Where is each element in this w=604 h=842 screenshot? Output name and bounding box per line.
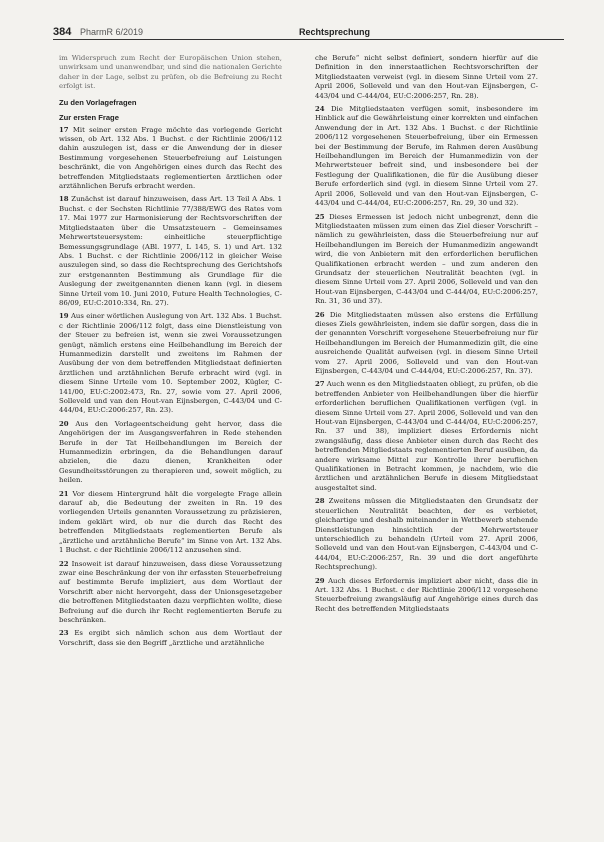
paragraph-number: 19 (59, 312, 69, 321)
paragraph-number: 27 (315, 380, 325, 389)
paragraph-text: Zunächst ist darauf hinzuweisen, dass Art. 13 Teil A Abs. 1 Buchst. c der Sechsten Richtlinie 77/388/EWG des Rates vom 17. Mai 1977 zur Harmonisierung der Rechtsvorschriften der Mitgliedstaaten über die Umsatzsteuern – Gemeinsames Mehrwertsteuersystem: einheitliche steuerpflichtige Bemessungsgrundlage (ABl. 1977, L 145, S. 1) und Art. 132 Abs. 1 Buchst. c der Richtlinie 2006/112 in gleicher Weise auszulegen sind, so dass die Rechtsprechung des Gerichtshofs zur erstgenannten Bestimmung als Grundlage für die Auslegung der zweitgenannten dienen kann (vgl. in diesem Sinne Urteil vom 10. Juni 2010, Future Health Technologies, C-86/09, EU:C:2010:334, Rn. 27). (59, 195, 282, 307)
paragraph-text: Insoweit ist darauf hinzuweisen, dass diese Voraussetzung zwar eine Beschränkung der von ihr erfassten Steuerbefreiung auf bestimmte Berufe impliziert, aus dem Wortlaut der Vorschrift aber nicht hervorgeht, dass der Unionsgesetzgeber die betroffenen Mitgliedstaaten dazu verpflichten wollte, diese Befreiung auf die durch ihr Recht reglementierten Berufe zu beschränken. (59, 559, 282, 624)
paragraph-number: 17 (59, 125, 69, 134)
paragraph-text: Auch dieses Erfordernis impliziert aber nicht, dass die in Art. 132 Abs. 1 Buchst. c der Richtlinie 2006/112 vorgesehene Steuerbefreiung zwangsläufig auf Angehörige eines durch das Recht des betreffenden Mitgliedstaats (315, 576, 538, 613)
paragraph-number: 26 (315, 310, 325, 319)
paragraph-text: Aus einer wörtlichen Auslegung von Art. 132 Abs. 1 Buchst. c der Richtlinie 2006/112 folgt, dass eine Dienstleistung von der Steuer zu befreien ist, wenn sie zwei Voraussetzungen genügt, nämlich erstens eine Heilbehandlung im Bereich der Humanmedizin darstellt und zweitens im Rahmen der Ausübung der von dem betreffenden Mitgliedstaat definierten ärztlichen und arztähnlichen Berufe erbracht wird (vgl. in diesem Sinne Urteile vom 10. September 2002, Kügler, C-141/00, EU:C:2002:473, Rn. 27, sowie vom 27. April 2006, Solleveld und van den Hout-van Eijnsbergen, C-443/04 und C-444/04, EU:C:2006:257, Rn. 23). (59, 312, 282, 415)
heading-vorlagefragen: Zu den Vorlagefragen (59, 97, 137, 107)
paragraph (315, 577, 538, 615)
section-title: Rechtsprechung (299, 27, 371, 37)
paragraph (315, 380, 538, 493)
paragraph (315, 105, 538, 208)
left-column (59, 54, 282, 652)
paragraph (59, 312, 282, 415)
paragraph-number: 22 (59, 559, 69, 568)
paragraph (315, 213, 538, 307)
paragraph-number: 25 (315, 212, 325, 221)
paragraph-text: Dieses Ermessen ist jedoch nicht unbegrenzt, denn die Mitgliedstaaten müssen zum einen das Ziel dieser Vorschrift – nämlich zu gewährleisten, dass die Steuerbefreiung nur auf Heilbehandlungen im Bereich der Humanmedizin angewandt wird, die von Anbietern mit den erforderlichen beruflichen Qualifikationen erbracht werden – und zum anderen den Grundsatz der steuerlichen Neutralität beachten (vgl. in diesem Sinne Urteil vom 27. April 2006, Solleveld und van den Hout-van Eijnsbergen, C-443/04 und C-444/04, EU:C:2006:257, Rn. 31, 36 und 37). (315, 212, 538, 306)
paragraph-number: 29 (315, 576, 325, 585)
paragraph-text: Mit seiner ersten Frage möchte das vorlegende Gericht wissen, ob Art. 132 Abs. 1 Buchst. c der Richtlinie 2006/112 dahin auszulegen ist, dass er die Anwendung der in dieser Bestimmung vorgesehenen Steuerbefreiung auf Leistungen beschränkt, die von Angehörigen eines durch das Recht des betreffenden Mitgliedstaats reglementierten ärztlichen oder arztähnlichen Berufs erbracht werden. (59, 125, 282, 191)
continuation-paragraph: che Berufe“ nicht selbst definiert, sondern hierfür auf die Definition in den innerstaatlichen Rechtsvorschriften der Mitgliedstaaten verweist (vgl. in diesem Sinne Urteil vom 27. April 2006, Solleveld und van den Hout-van Eijnsbergen, C-443/04 und C-444/04, EU:C:2006:257, Rn. 28). (315, 54, 538, 100)
header-rule (53, 39, 564, 40)
paragraph (59, 195, 282, 308)
right-paragraphs (315, 105, 538, 614)
paragraph-text: Auch wenn es den Mitgliedstaaten obliegt, zu prüfen, ob die betreffenden Anbieter von Heilbehandlungen über die hierfür erforderlichen beruflichen Qualifikationen verfügen (vgl. in diesem Sinne Urteil vom 27. April 2006, Solleveld und van den Hout-van Eijnsbergen, C-443/04 und C-444/04, EU:C:2006:257, Rn. 37 und 38), impliziert dieses Erfordernis nicht zwangsläufig, dass diese Anbieter einen durch das Recht des betreffenden Mitgliedstaats reglementierten Beruf ausüben, da andere wirksame Mittel zur Kontrolle ihrer beruflichen Qualifikationen in Betracht kommen, je nachdem, wie die ärztlichen und arztähnlichen Berufe in diesem Mitgliedstaat ausgestaltet sind. (315, 380, 538, 492)
paragraph-text: Es ergibt sich nämlich schon aus dem Wortlaut der Vorschrift, dass sie den Begriff „ärztliche und arztähnliche (59, 629, 282, 647)
journal-citation: PharmR 6/2019 (80, 27, 144, 37)
paragraph-text: Die Mitgliedstaaten müssen also erstens die Erfüllung dieses Ziels gewährleisten, indem sie dafür sorgen, dass die in der genannten Vorschrift vorgesehene Steuerbefreiung nur für Heilbehandlungen im Bereich der Humanmedizin gilt, die eine ausreichende Qualität aufweisen (vgl. in diesem Sinne Urteil vom 27. April 2006, Solleveld und van den Hout-van Eijnsbergen, C-443/04 und C-444/04, EU:C:2006:257, Rn. 37). (315, 310, 538, 375)
intro-paragraph: im Widerspruch zum Recht der Europäischen Union stehen, unwirksam und unanwendbar, und sind die nationalen Gerichte daher in der Lage, selbst zu prüfen, ob die Befreiung zu Recht erfolgt ist. (59, 54, 282, 91)
paragraph (59, 126, 282, 192)
paragraph (315, 497, 538, 572)
paragraph (59, 420, 282, 486)
paragraph (59, 629, 282, 648)
paragraph-number: 23 (59, 629, 69, 638)
paragraph (59, 490, 282, 556)
paragraph (315, 311, 538, 377)
heading-erste-frage: Zur ersten Frage (59, 112, 119, 122)
paragraph-text: Vor diesem Hintergrund hält die vorgelegte Frage allein darauf ab, die Bedeutung der zweiten in Rn. 19 des vorliegenden Urteils genannten Voraussetzung zu präzisieren, indem geklärt wird, ob nur die durch das Recht des betreffenden Mitgliedstaats reglementierten Berufe als „ärztliche und arztähnliche Berufe“ im Sinne von Art. 132 Abs. 1 Buchst. c der Richtlinie 2006/112 anzusehen sind. (59, 489, 282, 555)
paragraph (59, 560, 282, 626)
page-number: 384 (53, 26, 72, 38)
paragraph-text: Die Mitgliedstaaten verfügen somit, insbesondere im Hinblick auf die Gewährleistung einer korrekten und einfachen Anwendung der in Art. 132 Abs. 1 Buchst. c der Richtlinie 2006/112 vorgesehenen Steuerbefreiung, über ein Ermessen bei der Bestimmung der Berufe, im Rahmen deren Ausübung Heilbehandlungen im Bereich der Humanmedizin von der Mehrwertsteuer befreit sind, und insbesondere bei der Festlegung der Qualifikationen, die für die Ausübung dieser Berufe erforderlich sind (vgl. in diesem Sinne Urteil vom 27. April 2006, Solleveld und van den Hout-van Eijnsbergen, C-443/04 und C-444/04, EU:C:2006:257, Rn. 29, 30 und 32). (315, 105, 538, 208)
paragraph-text: Zweitens müssen die Mitgliedstaaten den Grundsatz der steuerlichen Neutralität beachten, der es verbietet, gleichartige und deshalb miteinander in Wettbewerb stehende Dienstleistungen hinsichtlich der Mehrwertsteuer unterschiedlich zu behandeln (Urteil vom 27. April 2006, Solleveld und van den Hout-van Eijnsbergen, C-443/04 und C-444/04, EU:C:2006:257, Rn. 39 und die dort angeführte Rechtsprechung). (315, 497, 538, 572)
left-paragraphs (59, 126, 282, 649)
paragraph-number: 21 (59, 489, 69, 498)
paragraph-text: Aus den Vorlageentscheidung geht hervor, dass die Angehörigen der im Ausgangsverfahren in Rede stehenden Berufe in der Tat Heilbehandlungen im Bereich der Humanmedizin erbringen, da die Behandlungen darauf abzielen, die dazu dienen, Krankheiten oder Gesundheitsstörungen zu therapieren und, soweit möglich, zu heilen. (59, 419, 282, 485)
paragraph-number: 20 (59, 419, 69, 428)
paragraph-number: 18 (59, 195, 69, 204)
right-column (315, 54, 538, 618)
paragraph-number: 28 (315, 497, 325, 506)
paragraph-number: 24 (315, 105, 325, 114)
page-header (53, 24, 564, 44)
